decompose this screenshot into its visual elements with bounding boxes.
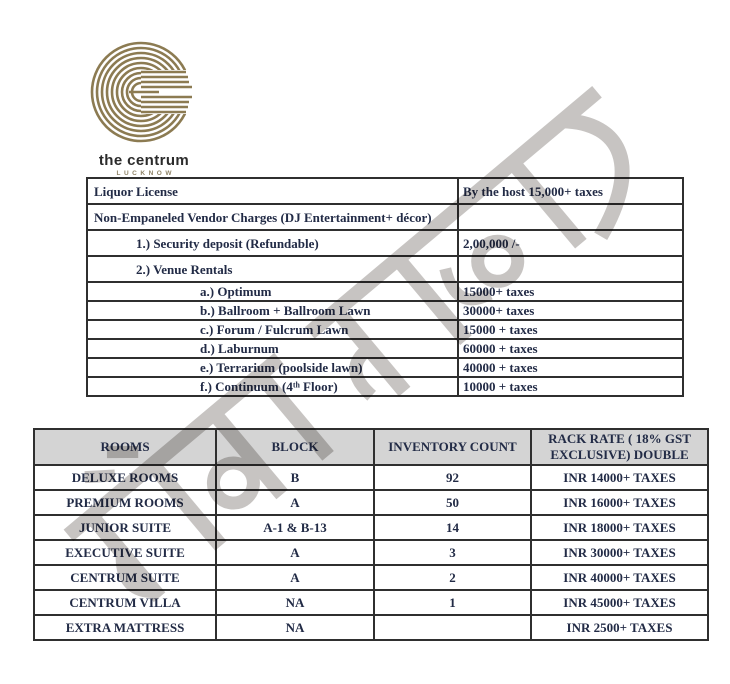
brand-city: LUCKNOW [116,170,175,177]
table-row [87,204,683,230]
charge-label-cell: Non-Empaneled Vendor Charges (DJ Entertainment+ décor) [87,204,458,230]
charge-value-cell: By the host 15,000+ taxes [458,178,683,204]
inventory-count-cell: 14 [374,515,531,540]
block-cell: A [216,540,374,565]
room-type-cell: JUNIOR SUITE [34,515,216,540]
charge-value-cell: 10000 + taxes [458,377,683,396]
header-rooms: ROOMS [34,429,216,465]
charge-label-cell: 1.) Security deposit (Refundable) [87,230,458,256]
block-cell: B [216,465,374,490]
block-cell: NA [216,590,374,615]
table-row [87,339,683,358]
charge-value-cell [458,204,683,230]
charge-value-cell: 15000+ taxes [458,282,683,301]
rack-rate-cell: INR 16000+ TAXES [531,490,708,515]
block-cell: NA [216,615,374,640]
room-type-cell: EXECUTIVE SUITE [34,540,216,565]
charge-value-cell: 30000+ taxes [458,301,683,320]
table-row [87,358,683,377]
table-row [34,490,708,515]
table-row [87,256,683,282]
rooms-table-body [34,465,708,640]
charge-value-cell [458,256,683,282]
table-row [34,540,708,565]
inventory-count-cell: 92 [374,465,531,490]
inventory-count-cell [374,615,531,640]
table-row [87,282,683,301]
block-cell: A [216,490,374,515]
charge-label-cell: c.) Forum / Fulcrum Lawn [87,320,458,339]
table-row [87,377,683,396]
header-rack-rate: RACK RATE ( 18% GST EXCLUSIVE) DOUBLE [531,429,708,465]
rooms-table [33,428,709,641]
table-row [87,230,683,256]
table-row [87,301,683,320]
charge-label-cell: 2.) Venue Rentals [87,256,458,282]
charges-table [86,177,684,397]
rack-rate-cell: INR 40000+ TAXES [531,565,708,590]
charge-label-cell: d.) Laburnum [87,339,458,358]
table-header-row [34,429,708,465]
centrum-logo-icon [88,40,200,144]
charge-label-cell: Liquor License [87,178,458,204]
header-block: BLOCK [216,429,374,465]
table-row [87,320,683,339]
rack-rate-cell: INR 45000+ TAXES [531,590,708,615]
charges-table-body [87,178,683,396]
rack-rate-cell: INR 2500+ TAXES [531,615,708,640]
room-type-cell: DELUXE ROOMS [34,465,216,490]
room-type-cell: EXTRA MATTRESS [34,615,216,640]
rack-rate-cell: INR 30000+ TAXES [531,540,708,565]
room-type-cell: CENTRUM SUITE [34,565,216,590]
charge-value-cell: 15000 + taxes [458,320,683,339]
room-type-cell: CENTRUM VILLA [34,590,216,615]
charge-value-cell: 60000 + taxes [458,339,683,358]
charge-label-cell: a.) Optimum [87,282,458,301]
charge-value-cell: 2,00,000 /- [458,230,683,256]
table-row [34,615,708,640]
table-row [34,590,708,615]
inventory-count-cell: 3 [374,540,531,565]
inventory-count-cell: 1 [374,590,531,615]
room-type-cell: PREMIUM ROOMS [34,490,216,515]
table-row [34,515,708,540]
table-row [34,465,708,490]
charge-label-cell: b.) Ballroom + Ballroom Lawn [87,301,458,320]
inventory-count-cell: 50 [374,490,531,515]
charge-value-cell: 40000 + taxes [458,358,683,377]
table-row [34,565,708,590]
rack-rate-cell: INR 14000+ TAXES [531,465,708,490]
block-cell: A-1 & B-13 [216,515,374,540]
charge-label-cell: e.) Terrarium (poolside lawn) [87,358,458,377]
rack-rate-cell: INR 18000+ TAXES [531,515,708,540]
inventory-count-cell: 2 [374,565,531,590]
table-row [87,178,683,204]
header-inventory-count: INVENTORY COUNT [374,429,531,465]
brand-name: the centrum [98,152,190,169]
block-cell: A [216,565,374,590]
brand-block [82,40,206,177]
rooms-table-head [34,429,708,465]
charge-label-cell: f.) Continuum (4ᵗʰ Floor) [87,377,458,396]
